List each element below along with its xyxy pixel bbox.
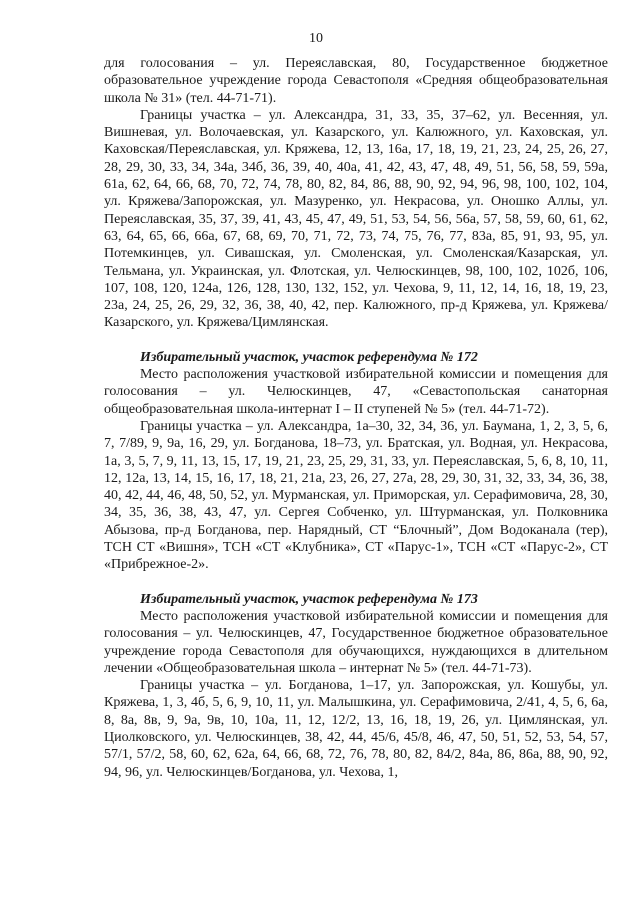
paragraph-location-172: Место расположения участковой избирательной комиссии и помещения для голосования – ул. Челюскинцев, 47, «Севастопольская санаторная общеобразовательная школа-интернат I – II ступеней № 5» (тел. 44-71-72).	[104, 367, 608, 417]
paragraph-continuation: для голосования – ул. Переяславская, 80, Государственное бюджетное образовательное учреждение города Севастополя «Средняя общеобразовательная школа № 31» (тел. 44-71-71).	[104, 56, 608, 106]
document-body	[104, 55, 608, 781]
paragraph-boundaries-171: Границы участка – ул. Александра, 31, 33, 35, 37–62, ул. Весенняя, ул. Вишневая, ул. Волочаевская, ул. Казарского, ул. Калюжного, ул. Каховская, ул. Каховская/Переяславская, ул. Кряжева, 12, 13, 16а, 17, 18, 19, 21, 23, 24, 25, 26, 27, 28, 29, 30, 33, 34, 34а, 34б, 36, 39, 40, 40а, 41, 42, 43, 47, 48, 49, 51, 56, 58, 59, 59а, 61а, 62, 64, 66, 68, 70, 72, 74, 78, 80, 82, 84, 86, 88, 90, 92, 94, 96, 98, 100, 102, 104, ул. Кряжева/Запорожская, ул. Мазуренко, ул. Некрасова, ул. Оношко Аллы, ул. Переяславская, 35, 37, 39, 41, 43, 45, 47, 49, 51, 53, 54, 56, 56а, 57, 58, 59, 60, 61, 62, 63, 64, 65, 66, 66а, 67, 68, 69, 70, 71, 72, 73, 74, 75, 76, 77, 83а, 85, 91, 93, 95, ул. Потемкинцев, ул. Сивашская, ул. Смоленская, ул. Смоленская/Казарская, ул. Тельмана, ул. Украинская, ул. Флотская, ул. Челюскинцев, 98, 100, 102, 102б, 106, 107, 108, 120, 124а, 126, 128, 130, 132, 152, ул. Чехова, 9, 11, 12, 14, 16, 18, 19, 23, 23а, 24, 25, 26, 29, 32, 36, 38, 40, 42, пер. Калюжного, пр-д Кряжева, ул. Кряжева/Казарского, ул. Кряжева/Цимлянская.	[104, 107, 608, 331]
paragraph-location-173: Место расположения участковой избирательной комиссии и помещения для голосования – ул. Челюскинцев, 47, Государственное бюджетное образовательное учреждение города Севастополя для обучающихся, нуждающихся в длительном лечении «Общеобразовательная школа – интернат № 5» (тел. 44-71-73).	[104, 608, 608, 676]
paragraph-boundaries-173: Границы участка – ул. Богданова, 1–17, ул. Запорожская, ул. Кошубы, ул. Кряжева, 1, 3, 4б, 5, 6, 9, 10, 11, ул. Малышкина, ул. Серафимовича, 2/41, 4, 5, 6, 6а, 8, 8а, 8в, 9, 9а, 9в, 10, 10а, 11, 12, 12/2, 13, 16, 18, 19, 26, ул. Цимлянская, ул. Циолковского, ул. Челюскинцев, 38, 42, 44, 45/6, 45/8, 46, 47, 50, 51, 52, 53, 54, 57, 57/1, 57/2, 58, 60, 62, 62а, 64, 66, 68, 72, 76, 78, 80, 82, 84/2, 84а, 86, 86а, 88, 90, 92, 94, 96, ул. Челюскинцев/Богданова, ул. Чехова, 1,	[104, 678, 608, 780]
paragraph-boundaries-172: Границы участка – ул. Александра, 1а–30, 32, 34, 36, ул. Баумана, 1, 2, 3, 5, 6, 7, 7/89, 9, 9а, 16, 29, ул. Богданова, 18–73, ул. Братская, ул. Водная, ул. Некрасова, 1а, 3, 5, 7, 9, 11, 13, 15, 17, 19, 21, 23, 25, 29, 31, 33, ул. Переяславская, 5, 6, 8, 10, 11, 12, 12а, 13, 14, 15, 16, 17, 18, 21, 21а, 23, 26, 27, 27а, 28, 29, 30, 31, 32, 33, 34, 36, 38, 40, 42, 44, 46, 48, 50, 52, ул. Мурманская, ул. Приморская, ул. Серафимовича, 28, 30, 34, 35, 36, 38, 43, 47, ул. Сергея Собченко, ул. Штурманская, ул. Полковника Абызова, пр-д Богданова, пер. Нарядный, СТ “Блочный”, Дом Водоканала (тер), ТСН СТ «Вишня», ТСН «СТ «Клубника», СТ «Парус-1», ТСН «СТ «Парус-2», СТ «Прибрежное-2».	[104, 418, 608, 573]
section-heading-173: Избирательный участок, участок референдума № 173	[140, 591, 478, 607]
page-number: 10	[309, 31, 323, 46]
section-heading-172: Избирательный участок, участок референдума № 172	[140, 349, 478, 365]
